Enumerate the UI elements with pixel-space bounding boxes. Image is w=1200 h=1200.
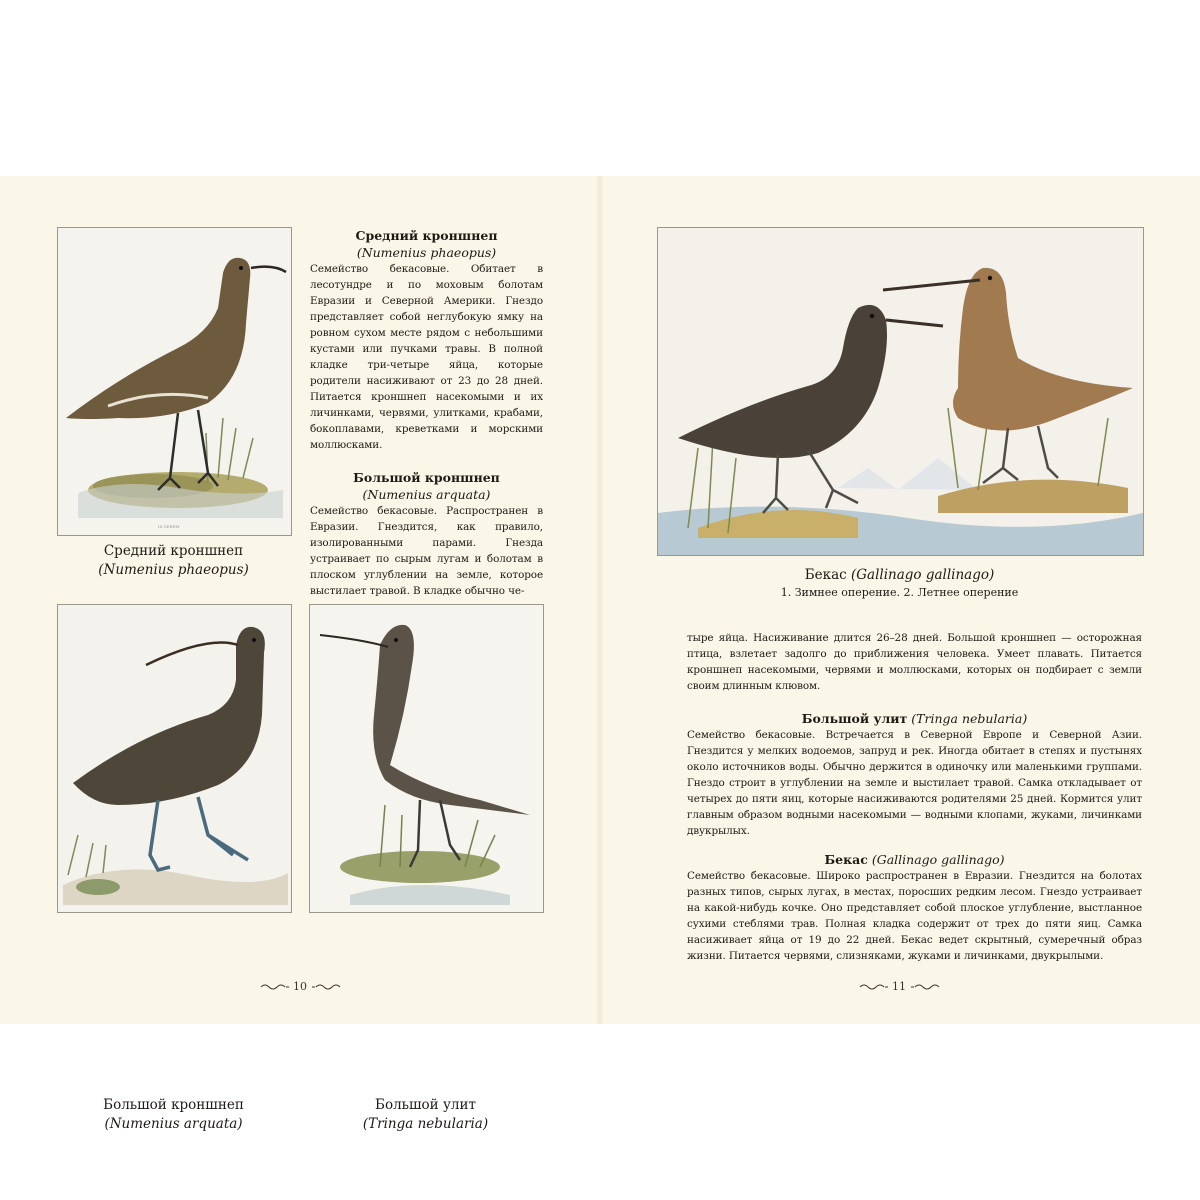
right-text-block — [687, 630, 1142, 964]
caption-curlew-name: Большой кроншнеп — [103, 1097, 244, 1113]
heading-greenshank-line — [687, 710, 1142, 727]
page-number-text: 10 — [293, 980, 307, 993]
caption-greenshank-name: Большой улит — [375, 1097, 476, 1113]
caption-snipe-note: 1. Зимнее оперение. 2. Летнее оперение — [780, 586, 1019, 599]
latin-snipe: (Gallinago gallinago) — [871, 852, 1005, 867]
paragraph-curlew-continued: тыре яйца. Насиживание длится 26–28 дней. Большой кроншнеп — осторожная птица, взлетает задолго до приближения человека. Умеет плавать. Питается кроншнеп насекомыми, червями и моллюсками, которых он подбирает с земли своим длинным клювом. — [687, 632, 1142, 692]
book-spread — [0, 176, 1200, 1132]
left-page — [0, 176, 600, 1132]
paragraph-whimbrel: Семейство бекасовые. Обитает в лесотундре и по моховым болотам Евразии и Северной Америки. Гнездо представляет собой неглубокую ямку на ровном сухом месте рядом с небольшими кустами или пучками травы. В полной кладке три-четыре яйца, которые родители насиживают от 23 до 28 дней. Питается кроншнеп насекомыми и их личинками, червями, улитками, крабами, бокоплавами, креветками и морскими моллюсками. — [310, 263, 543, 451]
page-number-right — [839, 980, 959, 993]
heading-curlew: Большой кроншнеп — [353, 470, 500, 485]
snipe-illustration — [657, 227, 1144, 556]
heading-whimbrel: Средний кроншнеп — [355, 228, 498, 243]
svg-text:IS.GEREM: IS.GEREM — [158, 524, 180, 529]
caption-curlew-latin: (Numenius arquata) — [104, 1116, 243, 1132]
caption-curlew — [57, 1096, 290, 1134]
left-text-block — [310, 227, 543, 599]
page-number-text: 11 — [892, 980, 906, 993]
page-number-left — [240, 980, 360, 993]
heading-snipe-line — [687, 851, 1142, 868]
caption-greenshank — [309, 1096, 542, 1134]
caption-snipe-latin: (Gallinago gallinago) — [850, 567, 995, 583]
bird-illustration-icon — [58, 605, 291, 912]
latin-greenshank: (Tringa nebularia) — [911, 711, 1028, 726]
page-ornament-icon — [859, 983, 889, 991]
curlew-illustration — [57, 604, 292, 913]
paragraph-curlew: Семейство бекасовые. Распространен в Евразии. Гнездится, как правило, изолированными парами. Гнезда устраивает по сырым лугам и болотам в плоском углублении на земле, которое выстилает травой. В кладке обычно че- — [310, 505, 543, 597]
greenshank-illustration — [309, 604, 544, 913]
page-ornament-icon — [260, 983, 290, 991]
paragraph-greenshank: Семейство бекасовые. Встречается в Северной Европе и Северной Азии. Гнездится у мелких водоемов, запруд и рек. Иногда обитает в степях и пустынях около источников воды. Обычно держится в одиночку или маленькими группами. Гнездо строит в углублении на земле и выстилает травой. Самка откладывает от четырех до пяти яиц, которые насиживаются родителями 25 дней. Кормится улит главным образом водными насекомыми — водными клопами, жуками, личинками двукрылых. — [687, 729, 1142, 837]
page-ornament-icon — [311, 983, 341, 991]
right-page — [600, 176, 1200, 1024]
bird-illustration-icon — [310, 605, 543, 912]
caption-snipe — [657, 566, 1142, 600]
caption-greenshank-latin: (Tringa nebularia) — [362, 1116, 489, 1132]
paragraph-snipe: Семейство бекасовые. Широко распространен в Евразии. Гнездится на болотах разных типов, сырых лугах, в местах, поросших редким лесом. Гнездо устраивает на какой-нибудь кочке. Оно представляет собой плоское углубление, выстланное сухими стеблями трав. Полная кладка содержит от трех до пяти яиц. Самка насиживает яйца от 19 до 22 дней. Бекас ведет скрытный, сумеречный образ жизни. Питается червями, слизняками, жуками и личинками, двукрылыми. — [687, 870, 1142, 962]
bird-illustration-icon — [658, 228, 1143, 555]
latin-whimbrel: (Numenius phaeopus) — [356, 245, 497, 260]
caption-snipe-name: Бекас — [804, 567, 847, 583]
latin-curlew: (Numenius arquata) — [362, 487, 491, 502]
caption-whimbrel-latin: (Numenius phaeopus) — [98, 562, 249, 578]
page-ornament-icon — [910, 983, 940, 991]
heading-greenshank: Большой улит — [801, 711, 908, 726]
whimbrel-illustration — [57, 227, 292, 536]
caption-whimbrel-name: Средний кроншнеп — [103, 543, 244, 559]
caption-whimbrel — [57, 542, 290, 580]
heading-snipe: Бекас — [824, 852, 868, 867]
bird-illustration-icon — [58, 228, 291, 535]
